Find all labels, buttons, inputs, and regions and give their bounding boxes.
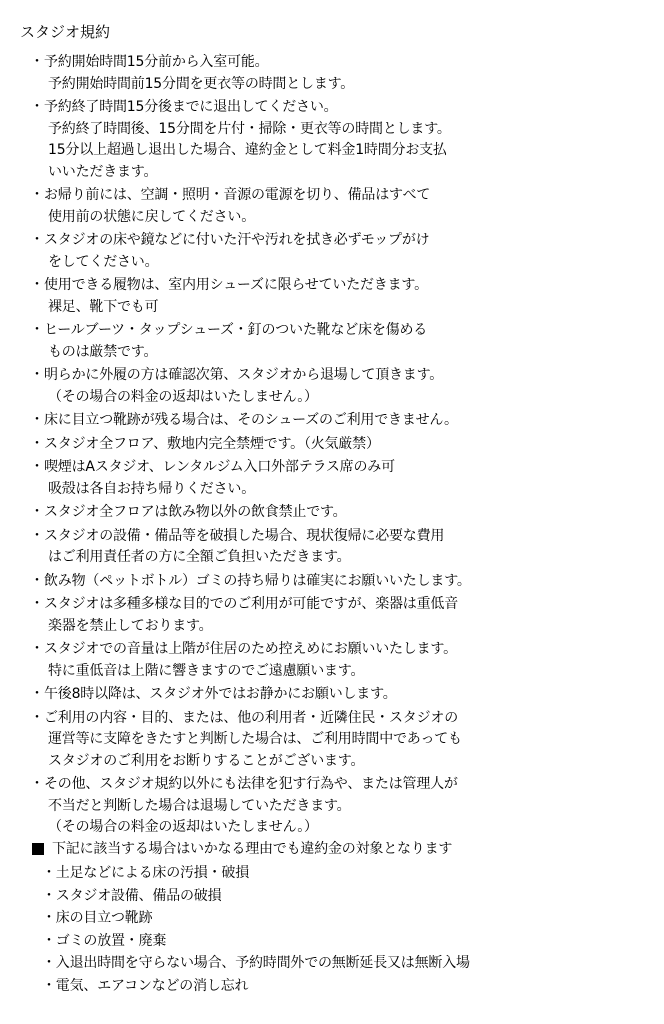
black-square-icon [32,843,44,855]
rule-item [30,52,650,95]
rule-line: スタジオは多種多様な目的でのご利用が可能ですが、楽器は重低音 [44,596,458,612]
rule-line: 予約開始時間15分前から入室可能。 [44,54,269,70]
penalty-item: ・ゴミの放置・廃棄 [42,932,167,949]
rule-line: 予約終了時間後、15分間を片付・掃除・更衣等の時間とします。 [48,120,451,137]
rule-line: ものは厳禁です。 [48,343,158,360]
rule-item [30,230,650,273]
rule-line: ヒールブーツ・タップシューズ・釘のついた靴など床を傷める [44,322,428,338]
rule-item [30,526,650,569]
rule-line: 午後8時以降は、スタジオ外ではお静かにお願いします。 [44,686,397,702]
rule-bullet: ・ [30,322,44,338]
rule-line: その他、スタジオ規約以外にも法律を犯す行為や、または管理人が [44,776,458,792]
rule-bullet: ・ [30,435,44,452]
rule-line: スタジオでの音量は上階が住居のため控えめにお願いいたします。 [44,641,457,657]
rule-bullet: ・ [30,99,44,115]
rule-item [30,365,650,408]
rule-item [30,185,650,228]
rule-line: 床に目立つ靴跡が残る場合は、そのシューズのご利用できません。 [44,412,458,428]
rule-bullet: ・ [30,686,44,702]
rule-line: 裸足、靴下でも可 [48,298,159,315]
rule-item [30,97,650,183]
rule-line: 予約終了時間15分後までに退出してください。 [44,99,338,115]
rule-item [30,410,650,432]
rule-line: 飲み物（ペットボトル）ゴミの持ち帰りは確実にお願いいたします。 [44,572,471,589]
penalty-item: ・床の目立つ靴跡 [42,910,153,926]
rule-line: スタジオの床や鏡などに付いた汗や汚れを拭き必ずモップがけ [44,232,430,248]
rule-bullet: ・ [30,277,44,293]
rule-item [30,708,650,773]
rule-bullet: ・ [30,776,44,792]
rule-item [30,434,650,456]
rule-line: 運営等に支障をきたすと判断した場合は、ご利用時間中であっても [48,731,462,747]
rule-line: ご利用の内容・目的、または、他の利用者・近隣住民・スタジオの [44,709,458,726]
rule-bullet: ・ [30,367,44,383]
rule-bullet: ・ [30,527,44,544]
rule-line: （その場合の料金の返却はいたしません。） [48,819,318,835]
rule-line: いいただきます。 [48,163,158,180]
rule-line: 楽器を禁止しております。 [48,617,213,634]
penalty-list [30,862,650,997]
rule-bullet: ・ [30,641,44,657]
rule-item [30,774,650,839]
rule-bullet: ・ [30,459,44,475]
rule-line: 使用できる履物は、室内用シューズに限らせていただきます。 [44,277,428,293]
rule-line: スタジオ全フロア、敷地内完全禁煙です。（火気厳禁） [44,435,380,452]
penalty-heading [30,838,650,860]
rule-line: スタジオの設備・備品等を破損した場合、現状復帰に必要な費用 [44,527,445,544]
penalty-section [30,838,650,997]
rule-line: スタジオ全フロアは飲み物以外の飲食禁止です。 [44,504,347,520]
rule-line: 吸殻は各自お持ち帰りください。 [48,480,255,497]
document-title: スタジオ規約 [20,23,111,41]
rule-item [30,457,650,500]
rule-item [30,639,650,682]
penalty-item: ・スタジオ設備、備品の破損 [42,887,222,904]
rule-line: 喫煙はAスタジオ、レンタルジム入口外部テラス席のみ可 [44,459,395,475]
rule-line: 15分以上超過し退出した場合、違約金として料金1時間分お支払 [48,142,447,158]
rule-item [30,320,650,363]
rule-bullet: ・ [30,232,44,248]
rule-bullet: ・ [30,54,44,70]
rule-line: をしてください。 [48,253,159,270]
rules-list [30,52,650,841]
penalty-item: ・入退出時間を守らない場合、予約時間外での無断延長又は無断入場 [42,955,470,971]
rule-item [30,684,650,706]
rule-line: スタジオのご利用をお断りすることがございます。 [48,752,365,769]
rule-line: お帰り前には、空調・照明・音源の電源を切り、備品はすべて [44,187,431,203]
penalty-item: ・土足などによる床の汚損・破損 [42,865,249,881]
rule-line: 予約開始時間前15分間を更衣等の時間とします。 [48,75,355,92]
rule-line: （その場合の料金の返却はいたしません。） [48,388,318,405]
penalty-item: ・電気、エアコンなどの消し忘れ [42,977,249,994]
rule-line: 使用前の状態に戻してください。 [48,208,255,225]
rule-line: 不当だと判断した場合は退場していただきます。 [48,797,351,814]
rule-item [30,594,650,637]
rule-item [30,502,650,524]
rule-item [30,275,650,318]
rule-bullet: ・ [30,187,44,203]
rule-bullet: ・ [30,412,44,428]
rule-bullet: ・ [30,709,44,726]
rule-line: 明らかに外履の方は確認次第、スタジオから退場して頂きます。 [44,367,444,383]
penalty-heading-text: 下記に該当する場合はいかなる理由でも違約金の対象となります [52,841,453,857]
rule-item [30,571,650,593]
rule-bullet: ・ [30,596,44,612]
rule-line: 特に重低音は上階に響きますのでご遠慮願います。 [48,662,365,679]
rule-bullet: ・ [30,572,44,589]
rule-bullet: ・ [30,504,44,520]
rule-line: はご利用責任者の方に全額ご負担いただきます。 [48,549,351,565]
